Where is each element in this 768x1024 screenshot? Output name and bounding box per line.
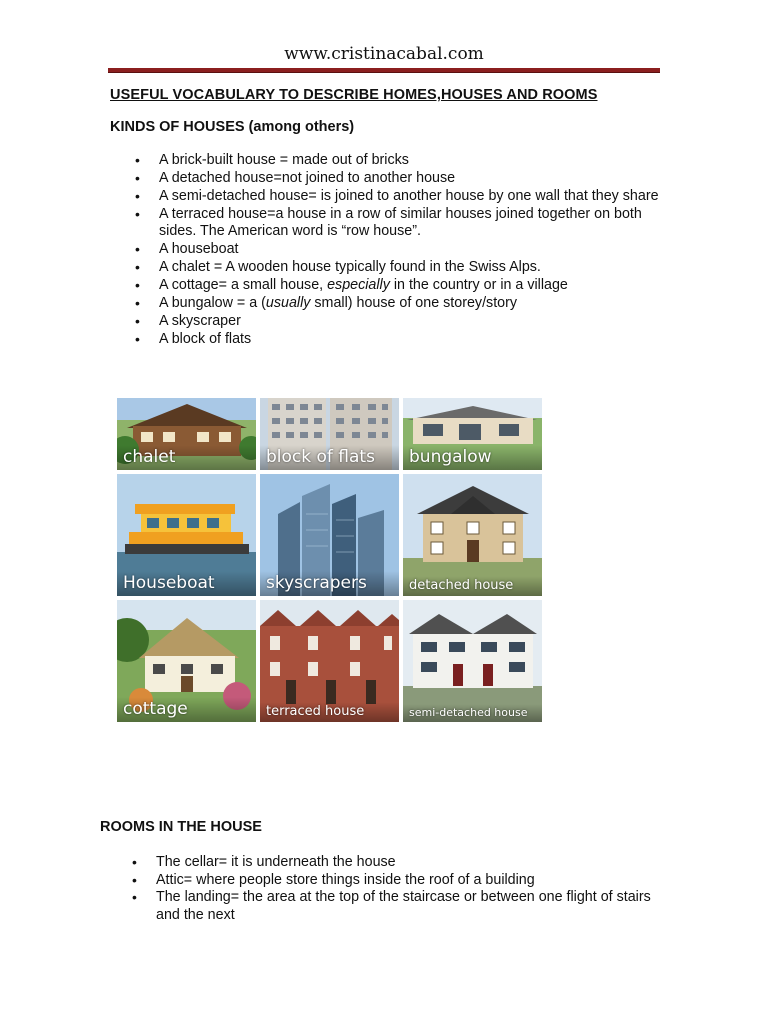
photo-caption: skyscrapers <box>260 571 399 596</box>
site-url[interactable]: www.cristinacabal.com <box>284 44 484 64</box>
list-item-text: The landing= the area at the top of the staircase or between one flight of stairs and the next <box>156 889 651 923</box>
list-item-text: A bungalow = a ( <box>159 294 266 311</box>
skyscrapers-photo <box>260 474 399 596</box>
photo-caption: cottage <box>117 697 256 722</box>
houses-list <box>135 152 665 349</box>
list-item-text: A semi-detached house= is joined to another house by one wall that they share <box>159 187 659 204</box>
list-item-text: A chalet = A wooden house typically found in the Swiss Alps. <box>159 259 541 276</box>
list-item <box>135 206 665 241</box>
list-item-text: Attic= where people store things inside the roof of a building <box>156 871 535 888</box>
list-item <box>135 313 665 331</box>
houseboat-photo <box>117 474 256 596</box>
house-photo-grid <box>117 398 543 722</box>
detached-house-photo <box>403 474 542 596</box>
document-title: USEFUL VOCABULARY TO DESCRIBE HOMES,HOUSES AND ROOMS <box>110 87 598 103</box>
emphasis-text: usually <box>265 294 311 311</box>
list-item <box>135 170 665 188</box>
bungalow-photo <box>403 398 542 470</box>
photo-caption: semi-detached house <box>403 704 542 722</box>
list-item <box>135 241 665 259</box>
list-item-text: A houseboat <box>159 241 239 258</box>
list-item <box>135 295 665 313</box>
list-item <box>132 872 667 890</box>
cottage-photo <box>117 600 256 722</box>
photo-caption: Houseboat <box>117 571 256 596</box>
houses-heading: KINDS OF HOUSES (among others) <box>110 119 355 135</box>
header-rule <box>108 68 660 73</box>
list-item-text: A terraced house=a house in a row of similar houses joined together on both sides. The American word is “row house”. <box>159 205 642 240</box>
list-item-text: A detached house=not joined to another house <box>159 169 456 186</box>
list-item <box>135 152 665 170</box>
photo-caption: bungalow <box>403 445 542 470</box>
list-item <box>135 259 665 277</box>
emphasis-text: especially <box>327 276 390 293</box>
photo-caption: block of flats <box>260 445 399 470</box>
list-item-text: The cellar= it is underneath the house <box>156 854 396 870</box>
list-item-text: A brick-built house = made out of bricks <box>159 152 409 168</box>
block-of-flats-photo <box>260 398 399 470</box>
semi-detached-house-photo <box>403 600 542 722</box>
photo-caption: chalet <box>117 445 256 470</box>
rooms-list <box>132 854 667 924</box>
list-item-text: A block of flats <box>159 330 252 347</box>
list-item-text: A cottage= a small house, <box>159 276 328 293</box>
list-item-text: A skyscraper <box>159 312 241 329</box>
list-item-text: small) house of one storey/story <box>310 294 518 311</box>
list-item-text: in the country or in a village <box>389 276 568 293</box>
terraced-house-photo <box>260 600 399 722</box>
list-item <box>132 854 667 872</box>
rooms-heading: ROOMS IN THE HOUSE <box>100 819 262 835</box>
list-item <box>135 331 665 349</box>
chalet-photo <box>117 398 256 470</box>
list-item <box>132 889 667 924</box>
photo-caption: terraced house <box>260 702 399 722</box>
photo-caption: detached house <box>403 576 542 596</box>
list-item <box>135 277 665 295</box>
list-item <box>135 188 665 206</box>
